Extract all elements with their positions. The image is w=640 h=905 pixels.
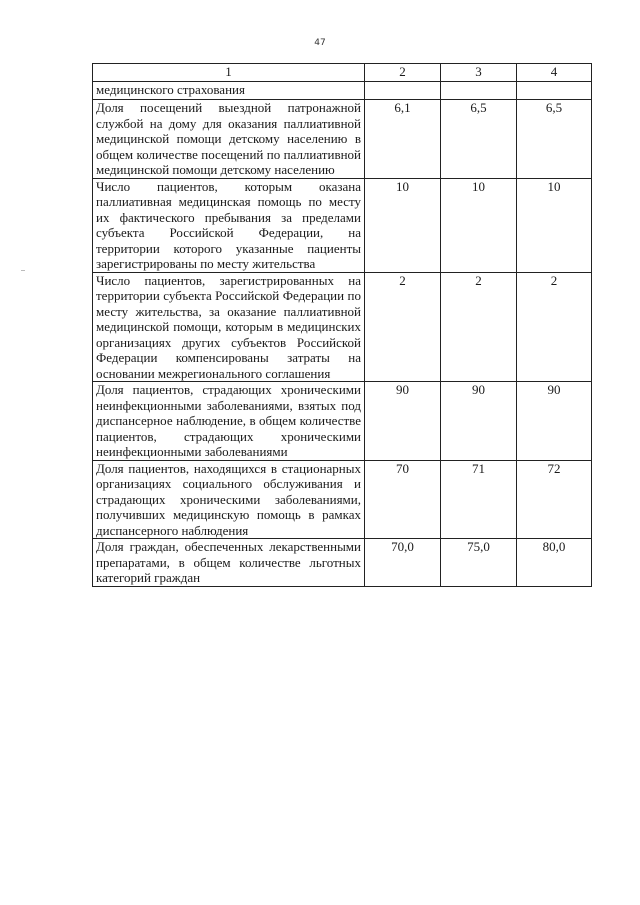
value-col-2: 90 xyxy=(365,382,441,461)
header-row xyxy=(93,64,592,82)
margin-mark xyxy=(21,270,25,271)
continuation-text: медицинского страхования xyxy=(93,82,365,100)
value-col-3: 71 xyxy=(441,460,517,539)
table-row xyxy=(93,100,592,179)
indicator-description: Доля пациентов, страдающих хроническими неинфекционными заболеваниями, взятых под диспансерное наблюдение, в общем количестве пациентов, страдающих хроническими неинфекционными заболеваниями xyxy=(93,382,365,461)
value-col-2: 6,1 xyxy=(365,100,441,179)
table-row xyxy=(93,539,592,587)
table-row xyxy=(93,178,592,272)
continuation-row xyxy=(93,82,592,100)
header-cell-2: 2 xyxy=(365,64,441,82)
table-row xyxy=(93,272,592,382)
table-row xyxy=(93,382,592,461)
value-col-2: 10 xyxy=(365,178,441,272)
indicator-description: Число пациентов, зарегистрированных на территории субъекта Российской Федерации по месту жительства, за оказание паллиативной медицинской помощи, которым в медицинских организациях других субъектов Российской Федерации компенсированы затраты на основании межрегионального соглашения xyxy=(93,272,365,382)
table-row xyxy=(93,460,592,539)
value-col-3: 6,5 xyxy=(441,100,517,179)
empty-cell xyxy=(365,82,441,100)
value-col-2: 70,0 xyxy=(365,539,441,587)
value-col-4: 2 xyxy=(517,272,592,382)
indicator-description: Доля посещений выездной патронажной службой на дому для оказания паллиативной медицинской помощи детскому населению в общем количестве посещений по паллиативной медицинской помощи детскому населению xyxy=(93,100,365,179)
value-col-3: 75,0 xyxy=(441,539,517,587)
value-col-4: 90 xyxy=(517,382,592,461)
indicator-description: Доля пациентов, находящихся в стационарных организациях социального обслуживания и страдающих хроническими заболеваниями, получивших медицинскую помощь в рамках диспансерного наблюдения xyxy=(93,460,365,539)
value-col-4: 72 xyxy=(517,460,592,539)
value-col-4: 80,0 xyxy=(517,539,592,587)
value-col-4: 10 xyxy=(517,178,592,272)
header-cell-1: 1 xyxy=(93,64,365,82)
header-cell-3: 3 xyxy=(441,64,517,82)
value-col-4: 6,5 xyxy=(517,100,592,179)
header-cell-4: 4 xyxy=(517,64,592,82)
value-col-3: 2 xyxy=(441,272,517,382)
value-col-2: 2 xyxy=(365,272,441,382)
indicator-table xyxy=(92,63,592,587)
indicator-description: Доля граждан, обеспеченных лекарственными препаратами, в общем количестве льготных категорий граждан xyxy=(93,539,365,587)
empty-cell xyxy=(517,82,592,100)
value-col-3: 10 xyxy=(441,178,517,272)
indicator-description: Число пациентов, которым оказана паллиативная медицинская помощь по месту их фактического пребывания за пределами субъекта Российской Федерации, на территории которого указанные пациенты зарегистрированы по месту жительства xyxy=(93,178,365,272)
page-number: 47 xyxy=(314,38,326,48)
value-col-2: 70 xyxy=(365,460,441,539)
empty-cell xyxy=(441,82,517,100)
value-col-3: 90 xyxy=(441,382,517,461)
